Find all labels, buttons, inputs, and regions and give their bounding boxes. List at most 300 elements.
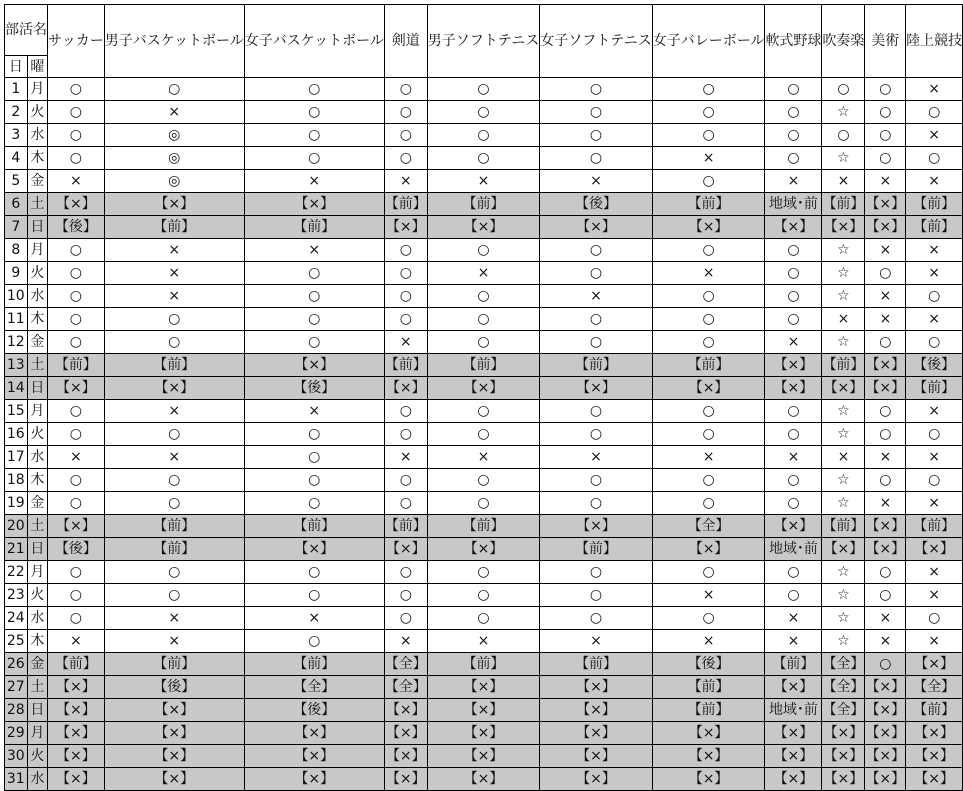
schedule-cell[interactable]: ○ [48,469,105,492]
schedule-cell[interactable]: 【×】 [244,354,384,377]
schedule-cell[interactable]: ○ [384,101,427,124]
schedule-cell[interactable]: × [765,630,822,653]
schedule-cell[interactable]: 【×】 [865,354,906,377]
schedule-cell[interactable]: ○ [865,331,906,354]
schedule-cell[interactable]: ☆ [822,607,865,630]
schedule-cell[interactable]: 【前】 [822,515,865,538]
weekday-cell[interactable]: 木 [27,308,47,331]
schedule-cell[interactable]: ○ [865,584,906,607]
schedule-cell[interactable]: 【×】 [765,676,822,699]
day-cell[interactable]: 8 [5,239,28,262]
schedule-cell[interactable]: ☆ [822,239,865,262]
club-header[interactable]: 軟式野球 [765,5,822,78]
schedule-cell[interactable]: 【全】 [384,676,427,699]
schedule-cell[interactable]: ○ [652,561,765,584]
schedule-cell[interactable]: ○ [48,584,105,607]
schedule-cell[interactable]: ○ [765,124,822,147]
schedule-cell[interactable]: ☆ [822,492,865,515]
schedule-cell[interactable]: × [906,124,963,147]
schedule-cell[interactable]: × [427,630,539,653]
schedule-cell[interactable]: × [906,492,963,515]
schedule-cell[interactable]: × [244,239,384,262]
weekday-header[interactable]: 曜 [27,56,47,78]
schedule-cell[interactable]: 【後】 [906,354,963,377]
schedule-cell[interactable]: 【前】 [244,653,384,676]
schedule-cell[interactable]: ○ [48,492,105,515]
schedule-cell[interactable]: × [48,446,105,469]
schedule-cell[interactable]: 【×】 [540,216,652,239]
schedule-cell[interactable]: 【前】 [906,699,963,722]
weekday-cell[interactable]: 金 [27,653,47,676]
club-header[interactable]: サッカー [48,5,105,78]
schedule-cell[interactable]: ○ [427,101,539,124]
schedule-cell[interactable]: ○ [427,561,539,584]
schedule-cell[interactable]: ○ [244,446,384,469]
schedule-cell[interactable]: ○ [906,331,963,354]
day-cell[interactable]: 28 [5,699,28,722]
schedule-cell[interactable]: 【×】 [865,768,906,791]
schedule-cell[interactable]: × [906,78,963,101]
schedule-cell[interactable]: 【×】 [427,538,539,561]
schedule-cell[interactable]: ○ [540,147,652,170]
schedule-cell[interactable]: ○ [384,78,427,101]
schedule-cell[interactable]: × [427,170,539,193]
day-cell[interactable]: 1 [5,78,28,101]
schedule-cell[interactable]: ○ [765,492,822,515]
schedule-cell[interactable]: ◎ [104,170,244,193]
schedule-cell[interactable]: 【前】 [104,538,244,561]
schedule-cell[interactable]: ○ [652,400,765,423]
schedule-cell[interactable]: 【×】 [865,515,906,538]
schedule-cell[interactable]: 【×】 [48,745,105,768]
schedule-cell[interactable]: × [822,446,865,469]
schedule-cell[interactable]: ○ [48,239,105,262]
day-cell[interactable]: 5 [5,170,28,193]
schedule-cell[interactable]: 【×】 [822,377,865,400]
schedule-cell[interactable]: ○ [384,423,427,446]
weekday-cell[interactable]: 月 [27,400,47,423]
schedule-cell[interactable]: 【後】 [48,538,105,561]
schedule-cell[interactable]: 【×】 [384,768,427,791]
day-cell[interactable]: 30 [5,745,28,768]
schedule-cell[interactable]: 【×】 [244,538,384,561]
schedule-cell[interactable]: ○ [384,400,427,423]
schedule-cell[interactable]: ○ [540,423,652,446]
schedule-cell[interactable]: ○ [104,584,244,607]
schedule-cell[interactable]: × [104,239,244,262]
schedule-cell[interactable]: × [906,400,963,423]
schedule-cell[interactable]: ○ [765,101,822,124]
schedule-cell[interactable]: ○ [906,147,963,170]
schedule-cell[interactable]: 【×】 [865,193,906,216]
schedule-cell[interactable]: × [427,262,539,285]
schedule-cell[interactable]: ○ [652,423,765,446]
day-header[interactable]: 日 [5,56,28,78]
day-cell[interactable]: 6 [5,193,28,216]
schedule-cell[interactable]: ○ [427,331,539,354]
schedule-cell[interactable]: × [427,446,539,469]
schedule-cell[interactable]: 【×】 [540,377,652,400]
schedule-cell[interactable]: ○ [865,262,906,285]
weekday-cell[interactable]: 火 [27,101,47,124]
schedule-cell[interactable]: ○ [104,308,244,331]
schedule-cell[interactable]: 【後】 [48,216,105,239]
schedule-cell[interactable]: ○ [540,561,652,584]
schedule-cell[interactable]: × [244,170,384,193]
schedule-cell[interactable]: 【前】 [384,354,427,377]
schedule-cell[interactable]: 【×】 [48,699,105,722]
schedule-cell[interactable]: ○ [865,124,906,147]
schedule-cell[interactable]: ○ [427,584,539,607]
schedule-cell[interactable]: ○ [765,308,822,331]
schedule-cell[interactable]: 【×】 [865,676,906,699]
schedule-cell[interactable]: 【×】 [906,745,963,768]
schedule-cell[interactable]: ○ [48,262,105,285]
schedule-cell[interactable]: × [906,308,963,331]
schedule-cell[interactable]: × [384,446,427,469]
schedule-cell[interactable]: 【×】 [244,768,384,791]
schedule-cell[interactable]: 【前】 [822,354,865,377]
schedule-cell[interactable]: × [384,331,427,354]
schedule-cell[interactable]: 【×】 [540,515,652,538]
day-cell[interactable]: 7 [5,216,28,239]
schedule-cell[interactable]: 【×】 [540,768,652,791]
schedule-cell[interactable]: ○ [865,561,906,584]
schedule-cell[interactable]: 【前】 [540,653,652,676]
schedule-cell[interactable]: × [652,584,765,607]
schedule-cell[interactable]: ○ [540,78,652,101]
schedule-cell[interactable]: ☆ [822,147,865,170]
schedule-cell[interactable]: ☆ [822,331,865,354]
schedule-cell[interactable]: ○ [906,469,963,492]
schedule-cell[interactable]: × [384,170,427,193]
schedule-cell[interactable]: ○ [765,262,822,285]
schedule-cell[interactable]: ○ [384,285,427,308]
schedule-cell[interactable]: ○ [384,239,427,262]
schedule-cell[interactable]: 【×】 [822,538,865,561]
schedule-cell[interactable]: ○ [540,400,652,423]
schedule-cell[interactable]: × [865,285,906,308]
schedule-cell[interactable]: 地域･前 [765,193,822,216]
schedule-cell[interactable]: 【×】 [104,745,244,768]
schedule-cell[interactable]: ○ [384,584,427,607]
schedule-cell[interactable]: ○ [540,469,652,492]
schedule-cell[interactable]: × [865,170,906,193]
weekday-cell[interactable]: 月 [27,239,47,262]
schedule-cell[interactable]: × [906,446,963,469]
schedule-cell[interactable]: ○ [104,78,244,101]
schedule-cell[interactable]: ○ [865,653,906,676]
schedule-cell[interactable]: 【×】 [652,768,765,791]
schedule-cell[interactable]: × [765,446,822,469]
weekday-cell[interactable]: 日 [27,216,47,239]
schedule-cell[interactable]: ○ [765,147,822,170]
schedule-cell[interactable]: 【後】 [104,676,244,699]
schedule-cell[interactable]: 【前】 [48,354,105,377]
schedule-cell[interactable]: 【前】 [48,653,105,676]
day-cell[interactable]: 12 [5,331,28,354]
day-cell[interactable]: 3 [5,124,28,147]
schedule-cell[interactable]: 【前】 [906,193,963,216]
schedule-cell[interactable]: × [906,561,963,584]
schedule-cell[interactable]: 【×】 [244,193,384,216]
schedule-cell[interactable]: ○ [48,400,105,423]
schedule-cell[interactable]: ○ [427,423,539,446]
day-cell[interactable]: 19 [5,492,28,515]
day-cell[interactable]: 15 [5,400,28,423]
schedule-cell[interactable]: × [652,630,765,653]
schedule-cell[interactable]: ○ [104,561,244,584]
day-cell[interactable]: 16 [5,423,28,446]
club-name-header[interactable]: 部活名 [5,5,48,56]
schedule-cell[interactable]: 【前】 [765,653,822,676]
weekday-cell[interactable]: 水 [27,768,47,791]
day-cell[interactable]: 23 [5,584,28,607]
schedule-cell[interactable]: ○ [48,78,105,101]
schedule-cell[interactable]: ○ [652,101,765,124]
schedule-cell[interactable]: ☆ [822,285,865,308]
schedule-cell[interactable]: × [865,492,906,515]
day-cell[interactable]: 14 [5,377,28,400]
club-header[interactable]: 女子ソフトテニス [540,5,652,78]
club-header[interactable]: 男子バスケットボール [104,5,244,78]
schedule-cell[interactable]: 【×】 [765,377,822,400]
schedule-cell[interactable]: ○ [540,492,652,515]
schedule-cell[interactable]: 【×】 [765,768,822,791]
schedule-cell[interactable]: 【×】 [822,722,865,745]
schedule-cell[interactable]: ○ [906,285,963,308]
weekday-cell[interactable]: 金 [27,170,47,193]
schedule-cell[interactable]: 【×】 [652,377,765,400]
schedule-cell[interactable]: ○ [384,607,427,630]
schedule-cell[interactable]: ☆ [822,630,865,653]
schedule-cell[interactable]: 【全】 [244,676,384,699]
schedule-cell[interactable]: 【前】 [652,354,765,377]
schedule-cell[interactable]: 【前】 [384,515,427,538]
schedule-cell[interactable]: 【×】 [652,538,765,561]
schedule-cell[interactable]: 【×】 [384,745,427,768]
schedule-cell[interactable]: 【後】 [540,193,652,216]
schedule-cell[interactable]: × [104,630,244,653]
schedule-cell[interactable]: 【×】 [427,722,539,745]
schedule-cell[interactable]: ○ [540,124,652,147]
schedule-cell[interactable]: × [48,170,105,193]
day-cell[interactable]: 4 [5,147,28,170]
schedule-cell[interactable]: 【×】 [384,699,427,722]
club-header[interactable]: 剣道 [384,5,427,78]
day-cell[interactable]: 26 [5,653,28,676]
schedule-cell[interactable]: × [906,262,963,285]
schedule-cell[interactable]: ○ [765,584,822,607]
schedule-cell[interactable]: × [865,239,906,262]
weekday-cell[interactable]: 水 [27,446,47,469]
schedule-cell[interactable]: × [822,308,865,331]
schedule-cell[interactable]: ○ [540,584,652,607]
schedule-cell[interactable]: 【前】 [104,653,244,676]
schedule-cell[interactable]: ☆ [822,561,865,584]
schedule-cell[interactable]: ○ [244,331,384,354]
day-cell[interactable]: 13 [5,354,28,377]
schedule-cell[interactable]: × [104,285,244,308]
schedule-cell[interactable]: 【×】 [865,699,906,722]
schedule-cell[interactable]: 地域･前 [765,538,822,561]
schedule-cell[interactable]: 【×】 [906,722,963,745]
schedule-cell[interactable]: 【×】 [765,745,822,768]
schedule-cell[interactable]: ○ [765,423,822,446]
schedule-cell[interactable]: ○ [104,331,244,354]
schedule-cell[interactable]: ○ [48,331,105,354]
schedule-cell[interactable]: ○ [906,423,963,446]
schedule-cell[interactable]: ○ [244,78,384,101]
schedule-cell[interactable]: ○ [427,492,539,515]
schedule-cell[interactable]: ◎ [104,147,244,170]
day-cell[interactable]: 20 [5,515,28,538]
schedule-cell[interactable]: ○ [384,561,427,584]
day-cell[interactable]: 9 [5,262,28,285]
schedule-cell[interactable]: ○ [540,607,652,630]
schedule-cell[interactable]: ○ [540,262,652,285]
schedule-cell[interactable]: 【×】 [765,722,822,745]
weekday-cell[interactable]: 水 [27,607,47,630]
schedule-cell[interactable]: ○ [244,285,384,308]
schedule-cell[interactable]: 【×】 [48,768,105,791]
schedule-cell[interactable]: 【×】 [427,768,539,791]
weekday-cell[interactable]: 土 [27,676,47,699]
schedule-cell[interactable]: ○ [48,423,105,446]
day-cell[interactable]: 17 [5,446,28,469]
schedule-cell[interactable]: ○ [384,262,427,285]
schedule-cell[interactable]: 【×】 [244,745,384,768]
schedule-cell[interactable]: × [765,170,822,193]
schedule-cell[interactable]: × [865,446,906,469]
schedule-cell[interactable]: ○ [427,147,539,170]
day-cell[interactable]: 10 [5,285,28,308]
schedule-cell[interactable]: 【全】 [822,653,865,676]
schedule-cell[interactable]: ○ [427,469,539,492]
schedule-cell[interactable]: ○ [865,469,906,492]
schedule-cell[interactable]: ○ [652,492,765,515]
schedule-cell[interactable]: 【×】 [865,722,906,745]
schedule-cell[interactable]: 【×】 [384,722,427,745]
schedule-cell[interactable]: ○ [427,607,539,630]
schedule-cell[interactable]: × [104,262,244,285]
weekday-cell[interactable]: 日 [27,699,47,722]
schedule-cell[interactable]: 【×】 [540,745,652,768]
schedule-cell[interactable]: × [104,101,244,124]
weekday-cell[interactable]: 水 [27,124,47,147]
schedule-cell[interactable]: ○ [48,124,105,147]
schedule-cell[interactable]: 地域･前 [765,699,822,722]
weekday-cell[interactable]: 土 [27,193,47,216]
schedule-cell[interactable]: ○ [427,78,539,101]
schedule-cell[interactable]: ○ [765,400,822,423]
schedule-cell[interactable]: 【×】 [822,216,865,239]
schedule-cell[interactable]: × [822,170,865,193]
schedule-cell[interactable]: 【×】 [48,193,105,216]
schedule-cell[interactable]: 【全】 [652,515,765,538]
weekday-cell[interactable]: 土 [27,354,47,377]
schedule-cell[interactable]: ○ [906,101,963,124]
weekday-cell[interactable]: 金 [27,331,47,354]
schedule-cell[interactable]: ○ [244,584,384,607]
schedule-cell[interactable]: ○ [104,423,244,446]
schedule-cell[interactable]: 【×】 [906,538,963,561]
schedule-cell[interactable]: ○ [384,308,427,331]
day-cell[interactable]: 27 [5,676,28,699]
schedule-cell[interactable]: 【×】 [906,768,963,791]
schedule-cell[interactable]: ○ [427,308,539,331]
schedule-cell[interactable]: ○ [427,400,539,423]
schedule-cell[interactable]: × [104,607,244,630]
schedule-cell[interactable]: 【×】 [104,768,244,791]
schedule-cell[interactable]: ○ [865,101,906,124]
schedule-cell[interactable]: 【前】 [906,515,963,538]
weekday-cell[interactable]: 金 [27,492,47,515]
schedule-cell[interactable]: × [540,285,652,308]
schedule-cell[interactable]: 【×】 [48,722,105,745]
schedule-cell[interactable]: 【後】 [652,653,765,676]
schedule-cell[interactable]: 【後】 [244,699,384,722]
schedule-cell[interactable]: 【×】 [104,699,244,722]
schedule-cell[interactable]: 【前】 [652,193,765,216]
schedule-cell[interactable]: ☆ [822,400,865,423]
schedule-cell[interactable]: ○ [540,331,652,354]
schedule-cell[interactable]: ○ [244,101,384,124]
schedule-cell[interactable]: 【×】 [427,377,539,400]
schedule-cell[interactable]: × [865,607,906,630]
schedule-cell[interactable]: ○ [244,492,384,515]
schedule-cell[interactable]: 【×】 [48,515,105,538]
schedule-cell[interactable]: 【前】 [427,354,539,377]
schedule-cell[interactable]: 【前】 [244,216,384,239]
schedule-cell[interactable]: 【前】 [427,193,539,216]
schedule-cell[interactable]: × [104,400,244,423]
schedule-cell[interactable]: ○ [244,124,384,147]
schedule-cell[interactable]: 【×】 [865,377,906,400]
schedule-cell[interactable]: 【×】 [822,745,865,768]
day-cell[interactable]: 25 [5,630,28,653]
day-cell[interactable]: 29 [5,722,28,745]
schedule-cell[interactable]: 【×】 [906,653,963,676]
schedule-cell[interactable]: ○ [244,561,384,584]
schedule-cell[interactable]: 【×】 [104,377,244,400]
schedule-cell[interactable]: 【×】 [384,377,427,400]
schedule-cell[interactable]: 【×】 [865,745,906,768]
weekday-cell[interactable]: 火 [27,262,47,285]
schedule-cell[interactable]: ○ [384,469,427,492]
schedule-cell[interactable]: 【×】 [48,676,105,699]
schedule-cell[interactable]: ○ [104,469,244,492]
schedule-cell[interactable]: ☆ [822,423,865,446]
schedule-cell[interactable]: ☆ [822,101,865,124]
schedule-cell[interactable]: ○ [427,124,539,147]
schedule-cell[interactable]: ○ [822,124,865,147]
schedule-cell[interactable]: 【全】 [906,676,963,699]
schedule-cell[interactable]: × [540,446,652,469]
schedule-cell[interactable]: 【×】 [540,722,652,745]
schedule-cell[interactable]: ○ [652,78,765,101]
schedule-cell[interactable]: 【×】 [652,216,765,239]
schedule-cell[interactable]: 【前】 [652,699,765,722]
schedule-cell[interactable]: × [906,584,963,607]
schedule-cell[interactable]: × [865,630,906,653]
schedule-cell[interactable]: 【×】 [48,377,105,400]
schedule-cell[interactable]: 【前】 [384,193,427,216]
weekday-cell[interactable]: 火 [27,745,47,768]
schedule-cell[interactable]: ○ [540,308,652,331]
day-cell[interactable]: 2 [5,101,28,124]
schedule-cell[interactable]: 【×】 [822,768,865,791]
